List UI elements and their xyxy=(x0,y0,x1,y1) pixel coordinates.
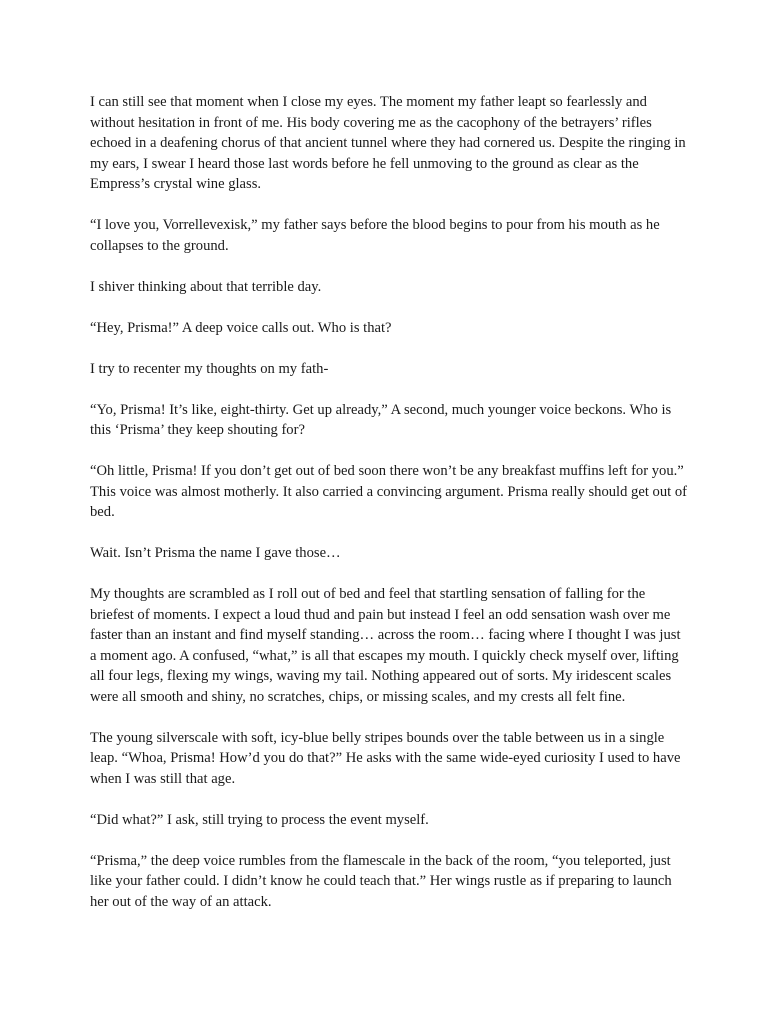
paragraph-3: I shiver thinking about that terrible day. xyxy=(90,278,322,295)
paragraph-11: “Did what?” I ask, still trying to process the event myself. xyxy=(90,811,429,828)
paragraph-8: Wait. Isn’t Prisma the name I gave those… xyxy=(90,545,341,561)
paragraph-6: “Yo, Prisma! It’s like, eight-thirty. Get up already,” A second, much younger voice beckons. Who is this ‘Prisma’ they keep shouting for? xyxy=(90,401,672,438)
paragraph-7: “Oh little, Prisma! If you don’t get out of bed soon there won’t be any breakfast muffins left for you.” This voice was almost motherly. It also carried a convincing argument. Prisma really should get out of bed. xyxy=(90,463,687,520)
paragraph-1: I can still see that moment when I close my eyes. The moment my father leapt so fearlessly and without hesitation in front of me. His body covering me as the cacophony of the betrayers’ rifles echoed in a deafening chorus of that ancient tunnel where they had cornered us. Despite the ringing in my ears, I swear I heard those last words before he fell unmoving to the ground as clear as the Empress’s crystal wine glass. xyxy=(90,94,686,192)
paragraph-4: “Hey, Prisma!” A deep voice calls out. Who is that? xyxy=(90,319,392,336)
paragraph-12: “Prisma,” the deep voice rumbles from the flamescale in the back of the room, “you teleported, just like your father could. I didn’t know he could teach that.” Her wings rustle as if preparing to launch her out of the way of an attack. xyxy=(90,852,672,910)
paragraph-2: “I love you, Vorrellevexisk,” my father says before the blood begins to pour from his mouth as he collapses to the ground. xyxy=(90,217,660,254)
paragraph-10: The young silverscale with soft, icy-blue belly stripes bounds over the table between us in a single leap. “Whoa, Prisma! How’d you do that?” He asks with the same wide-eyed curiosity I used to have when I was still that age. xyxy=(90,729,681,787)
document-page xyxy=(90,92,690,933)
paragraph-9: My thoughts are scrambled as I roll out of bed and feel that startling sensation of falling for the briefest of moments. I expect a loud thud and pain but instead I feel an odd sensation wash over me faster than an instant and find myself standing… across the room… facing where I thought I was just a moment ago. A confused, “what,” is all that escapes my mouth. I quickly check myself over, lifting all four legs, flexing my wings, waving my tail. Nothing appeared out of sorts. My iridescent scales were all smooth and shiny, no scratches, chips, or missing scales, and my crests all felt fine. xyxy=(90,586,681,705)
paragraph-5: I try to recenter my thoughts on my fath- xyxy=(90,360,329,377)
